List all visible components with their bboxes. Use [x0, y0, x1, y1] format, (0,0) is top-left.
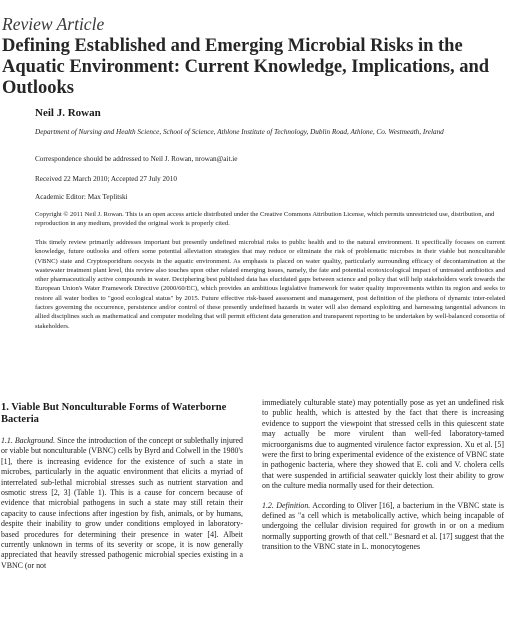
article-type-label: Review Article — [2, 14, 105, 34]
abstract: This timely review primarily addresses important but presently undefined microbial risks to public health and to the natural environment. It specifically focuses on current knowledge, future outlooks and offers some potential alleviation strategies that may reduce or eliminate the risk of problematic microbes in their viable but nonculturable (VBNC) state and Cryptosporidium oocysts in the aquatic environment. As emphasis is placed on water quality, particularly surrounding efficacy of decontamination at the wastewater treatment plant level, this review also touches upon other related emerging issues, namely, the fate and potential ecotoxicological impact of untreated antibiotics and other pharmaceutically active compounds in water. Deciphering best published data has elucidated gaps between science and policy that will help stakeholders work towards the European Union's Water Framework Directive (2000/60/EC), which provides an ambitious legislative framework for water quality improvements within its region and seeks to restore all water bodies to "good ecological status" by 2015. Future effective risk-based assessment and management, post definition of the plethora of dynamic inter-related factors governing the occurrence, persistence and/or control of these presently undefined hazards in water will also demand exploiting and harnessing tangential advances in allied disciplines such as mathematical and computer modeling that will permit efficient data generation and transparent reporting to be undertaken by well-balanced consortia of stakeholders. — [35, 239, 505, 330]
author-affiliation: Department of Nursing and Health Science, School of Science, Athlone Institute of Technology, Dublin Road, Athlone, Co. Westmeath, Ireland — [35, 128, 444, 136]
copyright-notice: Copyright © 2011 Neil J. Rowan. This is an open access article distributed under the Creative Commons Attribution License, which permits unrestricted use, distribution, and reproduction in any medium, provided the original work is properly cited. — [35, 211, 495, 228]
body-paragraph: immediately culturable state) may potentially pose as yet an undefined risk to public health, which is attested by the fact that there is increasing evidence to support the viewpoint that stressed cells in this quiescent state may actually be more virulent than well-fed laboratory-tamed microorganisms due to augmented virulence factor expression. Xu et al. [5] were the first to bring experimental evidence of the existence of VBNC state in pathogenic bacteria, where they showed that E. coli and V. cholera cells that were suspended in artificial seawater quickly lost their ability to grow on the culture media normally used for their detection. — [262, 398, 504, 491]
author-name: Neil J. Rowan — [35, 107, 101, 119]
paragraph-text: Since the introduction of the concept or sublethally injured or viable but nonculturable (VBNC) cells by Byrd and Colwell in the 1980's [1], there is increasing evidence for the existence of such a state in microbes, particularly in the aquatic environment that elicits a myriad of interrelated sub-lethal microbial stresses such as nutrient starvation and osmotic stress [2, 3] (Table 1). This is a cause for concern because of evidence that microbial pathogens in such a state may still retain their capacity to cause infections after ingestion by fish, animals, or by humans, despite their inability to grow under conditions employed in laboratory-based procedures for determining their presence in water [4]. Albeit currently unknown in terms of its severity or scope, it is now generally appreciated that heavily stressed pathogenic microbial species existing in a VBNC (or not — [1, 436, 243, 570]
body-paragraph — [262, 501, 504, 553]
subsection-label: 1.2. Definition. — [262, 500, 311, 510]
body-column-right — [262, 398, 504, 562]
academic-editor: Academic Editor: Max Teplitski — [35, 193, 128, 201]
subsection-label: 1.1. Background. — [1, 436, 56, 445]
section-heading: 1. Viable But Nonculturable Forms of Waterborne Bacteria — [1, 402, 227, 425]
body-paragraph — [1, 436, 243, 571]
received-accepted-dates: Received 22 March 2010; Accepted 27 July 2010 — [35, 175, 177, 183]
body-column-left — [1, 400, 243, 580]
article-title: Defining Established and Emerging Microbial Risks in the Aquatic Environment: Current Knowledge, Implications, and Outlooks — [2, 36, 490, 98]
correspondence-line: Correspondence should be addressed to Neil J. Rowan, nrowan@ait.ie — [35, 155, 238, 163]
paragraph-text: According to Oliver [16], a bacterium in the VBNC state is defined as "a cell which is metabolically active, which being incapable of undergoing the cellular division required for growth in or on a medium normally supporting growth of that cell." Besnard et al. [17] suggest that the transition to the VBNC state in L. monocytogenes — [262, 500, 505, 552]
